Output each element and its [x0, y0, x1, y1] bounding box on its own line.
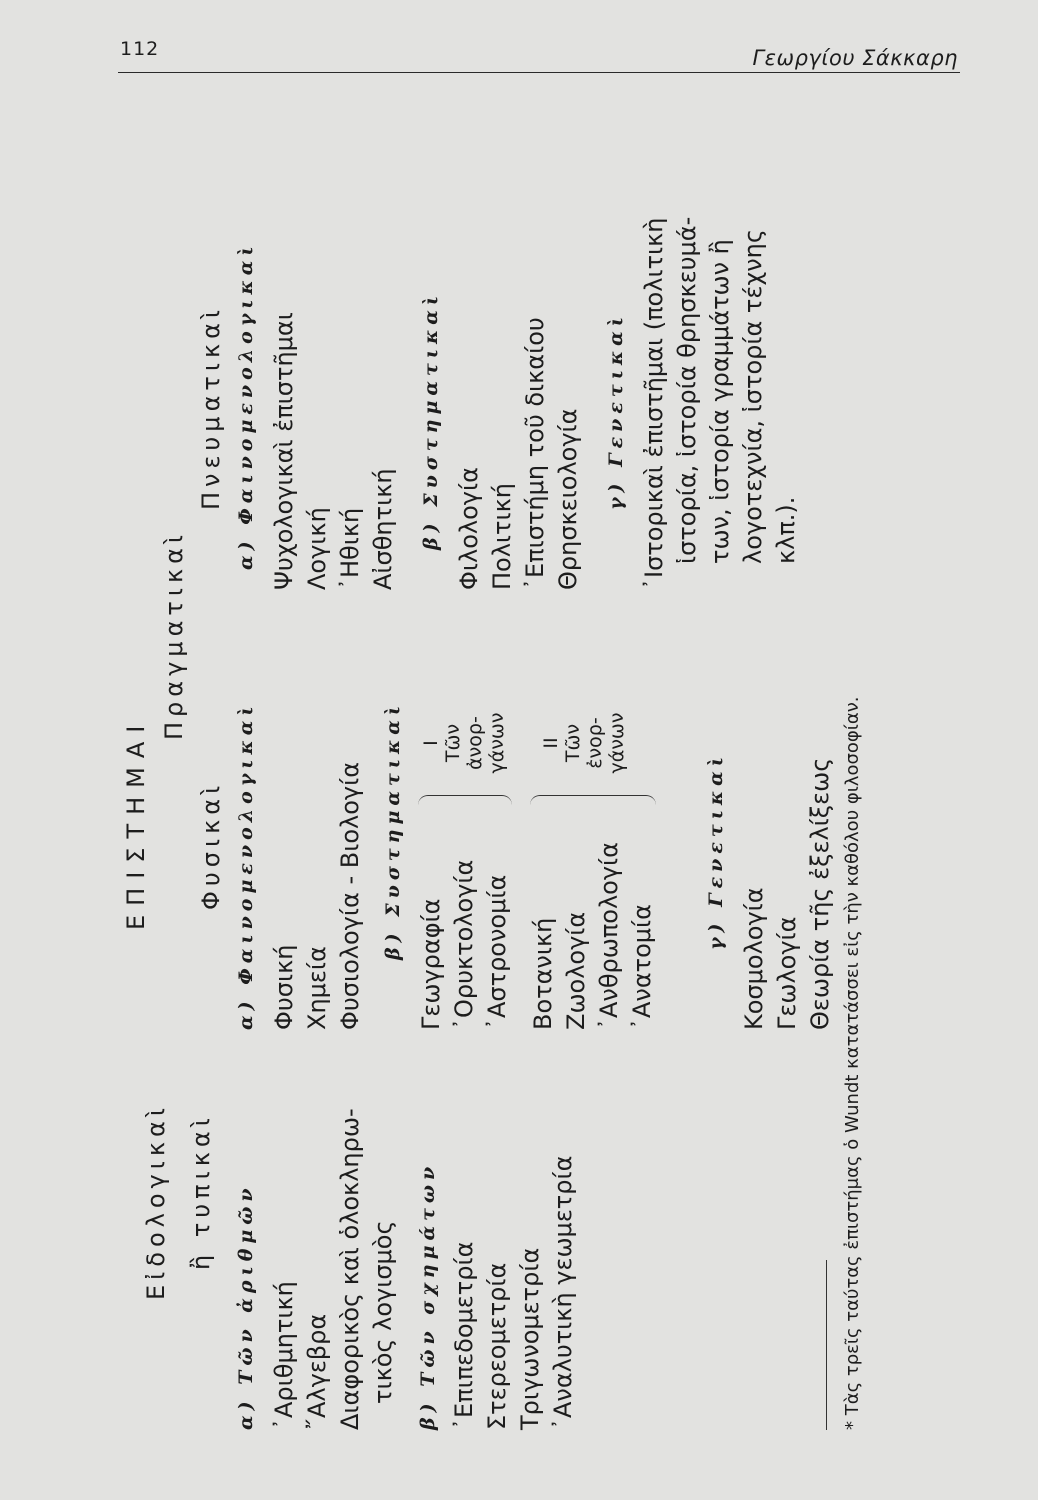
spiritual-title: Πνευματικαὶ — [197, 304, 225, 510]
list-item: Γεωγραφία — [417, 898, 445, 1030]
list-item: Διαφορικὸς καὶ ὁλοκληρω- — [336, 1108, 364, 1430]
natural-title: Φυσικαὶ — [197, 780, 225, 910]
natural-systematic-group-1 — [415, 810, 514, 1030]
list-item: Χημεία — [303, 946, 331, 1030]
running-head-author: Γεωργίου Σάκκαρη — [752, 46, 958, 70]
footnote-rule — [826, 1260, 827, 1430]
formal-title: Εἰδολογικαὶ — [142, 1103, 170, 1300]
list-item: Ζωολογία — [562, 911, 590, 1030]
natural-systematic-group-2 — [527, 810, 659, 1030]
spiritual-systematic-list — [453, 110, 585, 590]
list-item: Αἰσθητική — [369, 468, 397, 590]
list-item: ᾿Ανατομία — [628, 904, 656, 1030]
footnote: * Τὰς τρεῖς ταύτας ἐπιστήμας ὁ Wundt κατατάσσει εἰς τὴν καθόλου φιλοσοφίαν. — [842, 696, 863, 1430]
list-item: Φυσική — [270, 944, 298, 1030]
formal-arithmetic-heading: α) Τῶν ἀριθμῶν — [235, 1183, 257, 1430]
list-item: Πολιτική — [488, 483, 516, 590]
list-item: τικὸς λογισμὸς — [369, 1220, 397, 1404]
natural-phenomenological-list — [268, 610, 367, 1030]
natural-phenomenological-heading: α) Φαινομενολογικαὶ — [235, 701, 257, 1030]
list-item: Τριγωνομετρία — [516, 1247, 544, 1430]
list-item: ᾿Ανθρωπολογία — [595, 841, 623, 1030]
group-2-label: II Τῶν ἐνορ- γάνων — [540, 712, 628, 774]
list-item: ᾿Επιστήμη τοῦ δικαίου — [521, 317, 549, 590]
formal-arithmetic-list — [268, 1050, 400, 1430]
group-1-brace — [418, 795, 512, 810]
list-item: Λογική — [303, 507, 331, 590]
list-item: Ψυχολογικαὶ ἐπιστῆμαι — [270, 312, 298, 590]
spiritual-phenomenological-heading: α) Φαινομενολογικαὶ — [235, 241, 257, 570]
list-item: ᾿Ηθική — [336, 507, 364, 590]
natural-genetic-heading: γ) Γενετικαὶ — [705, 752, 727, 950]
list-item: ᾿Αστρονομία — [483, 874, 511, 1030]
list-item: ᾿Ορυκτολογία — [450, 859, 478, 1030]
natural-systematic-heading: β) Συστηματικαὶ — [382, 700, 404, 960]
list-item: Στερεομετρία — [483, 1262, 511, 1430]
list-item: Κοσμολογία — [740, 887, 768, 1030]
spiritual-phenomenological-list — [268, 110, 400, 590]
main-title: ΕΠΙΣΤΗΜΑΙ — [122, 716, 150, 930]
group-2-brace — [530, 795, 656, 810]
formal-shapes-list — [448, 1050, 580, 1430]
list-item: ῎Αλγεβρα — [303, 1313, 331, 1430]
group-1-label: I Τῶν ἀνορ- γάνων — [420, 712, 508, 774]
list-item: ᾿Αριθμητική — [270, 1281, 298, 1430]
spiritual-systematic-heading: β) Συστηματικαὶ — [420, 290, 442, 550]
list-item: Θρησκειολογία — [554, 408, 582, 590]
formal-shapes-heading: β) Τῶν σχημάτων — [417, 1161, 439, 1430]
list-item: ᾿Αναλυτικὴ γεωμετρία — [549, 1155, 577, 1430]
spiritual-genetic-heading: γ) Γενετικαὶ — [605, 312, 627, 510]
page-header — [118, 28, 960, 73]
natural-genetic-list — [738, 610, 837, 1030]
formal-subtitle: ἢ τυπικαὶ — [187, 1113, 215, 1270]
page-number: 112 — [120, 38, 160, 60]
list-item: ᾿Επιπεδομετρία — [450, 1241, 478, 1430]
list-item: Θεωρία τῆς ἐξελίξεως — [806, 757, 834, 1030]
list-item: Βοτανική — [529, 917, 557, 1030]
rotated-classification-table — [120, 90, 880, 1430]
real-title: Πραγματικαὶ — [160, 529, 188, 740]
list-item: Φυσιολογία - Βιολογία — [336, 761, 364, 1030]
spiritual-genetic-text: ᾿Ιστορικαὶ ἐπιστῆμαι (πολιτικὴ ἱστορία, ἱστορία θρησκευμά- των, ἱστορία γραμμάτων ἢ λογοτεχνία, ἱστορία τέχνης κλπ.). — [640, 216, 800, 590]
list-item: Γεωλογία — [773, 916, 801, 1030]
list-item: Φιλολογία — [455, 467, 483, 590]
